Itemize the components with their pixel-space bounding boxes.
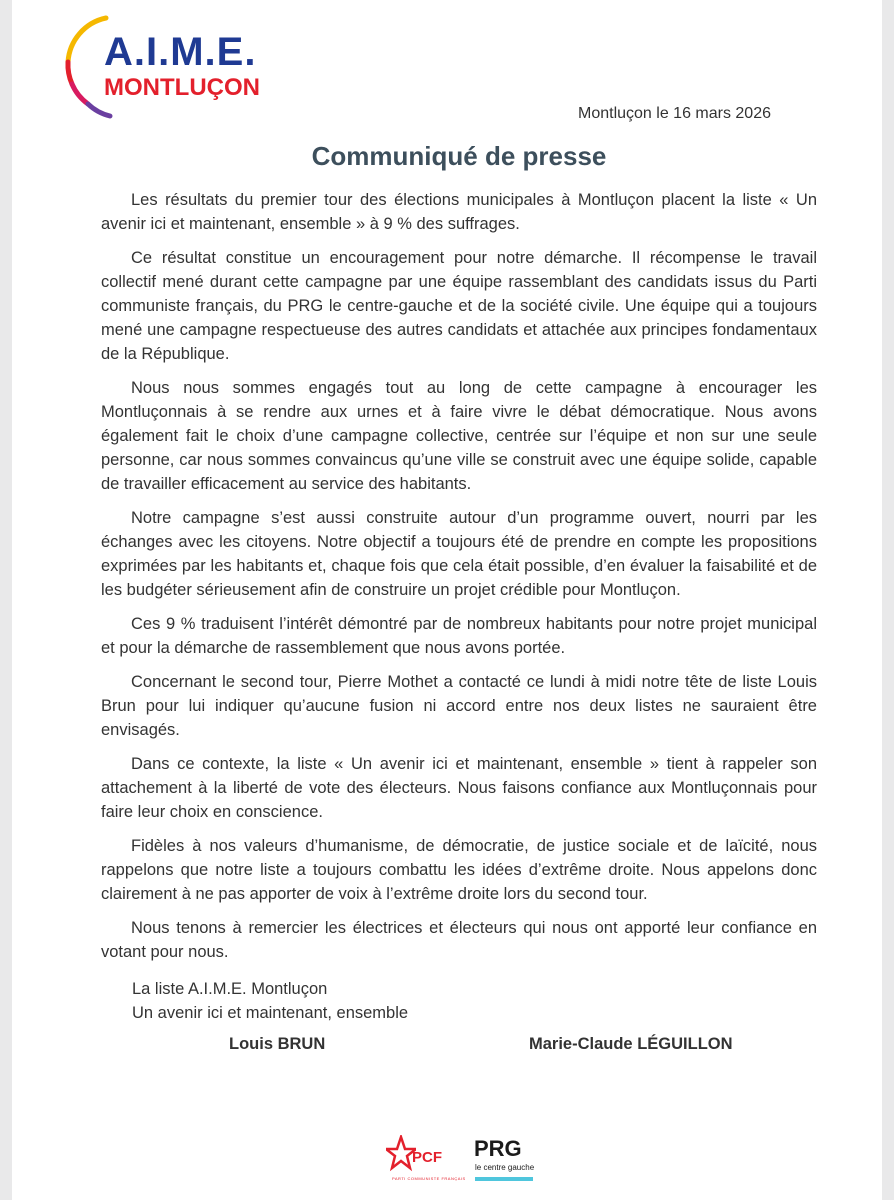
prg-logo-subtext: le centre gauche xyxy=(475,1163,535,1172)
paragraph: Dans ce contexte, la liste « Un avenir ici et maintenant, ensemble » tient à rappeler son attachement à la liberté de vote des électeurs. Nous faisons confiance aux Montluçonnais pour faire leur choix en conscience. xyxy=(101,755,817,821)
signoff-line: La liste A.I.M.E. Montluçon xyxy=(132,980,328,998)
paragraph: Notre campagne s’est aussi construite autour d’un programme ouvert, nourri par les échanges avec les citoyens. Notre objectif a toujours été de prendre en compte les propositions exprimées par les habitants et, chaque fois que cela était possible, d’en évaluer la faisabilité et de les budgéter sérieusement afin de construire un projet crédible pour Montluçon. xyxy=(101,509,817,599)
signoff-line: Un avenir ici et maintenant, ensemble xyxy=(132,1004,409,1022)
logo-title: A.I.M.E. xyxy=(104,30,257,74)
aime-logo xyxy=(60,12,270,120)
signature-left: Louis BRUN xyxy=(229,1035,326,1053)
press-release-body xyxy=(101,188,817,974)
pcf-logo xyxy=(386,1135,466,1187)
pcf-logo-text: PCF xyxy=(412,1149,442,1166)
paragraph: Les résultats du premier tour des élections municipales à Montluçon placent la liste « Un avenir ici et maintenant, ensemble » à 9 % des suffrages. xyxy=(101,191,817,233)
paragraph: Nous nous sommes engagés tout au long de cette campagne à encourager les Montluçonnais à se rendre aux urnes et à faire vivre le débat démocratique. Nous avons également fait le choix d’une campagne collective, centrée sur l’équipe et non sur une seule personne, car nous sommes convaincus qu’une ville se construit avec une équipe solide, capable de travailler efficacement au service des habitants. xyxy=(101,379,817,493)
prg-logo xyxy=(474,1136,544,1186)
paragraph: Concernant le second tour, Pierre Mothet a contacté ce lundi à midi notre tête de liste Louis Brun pour lui indiquer qu’aucune fusion ni accord entre nos deux listes ne sauraient être envisagés. xyxy=(101,673,817,739)
paragraph: Nous tenons à remercier les électrices et électeurs qui nous ont apporté leur confiance en votant pour nous. xyxy=(101,919,817,961)
paragraph: Ce résultat constitue un encouragement pour notre démarche. Il récompense le travail collectif mené durant cette campagne par une équipe rassemblant des candidats issus du Parti communiste français, du PRG le centre-gauche et de la société civile. Une équipe qui a toujours mené une campagne respectueuse des autres candidats et attachée aux principes fondamentaux de la République. xyxy=(101,249,817,363)
signoff xyxy=(132,977,408,1025)
page-title: Communiqué de presse xyxy=(311,141,607,171)
paragraph: Fidèles à nos valeurs d’humanisme, de démocratie, de justice sociale et de laïcité, nous rappelons que notre liste a toujours combattu les idées d’extrême droite. Nous appelons donc clairement à ne pas apporter de voix à l’extrême droite lors du second tour. xyxy=(101,837,817,903)
signature-right: Marie-Claude LÉGUILLON xyxy=(529,1035,733,1053)
date-line: Montluçon le 16 mars 2026 xyxy=(578,105,771,122)
prg-logo-text: PRG xyxy=(474,1136,522,1161)
prg-accent-bar xyxy=(475,1177,533,1181)
logo-subtitle: MONTLUÇON xyxy=(104,74,260,101)
paragraph: Ces 9 % traduisent l’intérêt démontré par de nombreux habitants pour notre projet municipal et pour la démarche de rassemblement que nous avons portée. xyxy=(101,615,817,657)
pcf-logo-subtext: PARTI COMMUNISTE FRANÇAIS xyxy=(392,1176,466,1181)
document-page xyxy=(12,0,882,1200)
